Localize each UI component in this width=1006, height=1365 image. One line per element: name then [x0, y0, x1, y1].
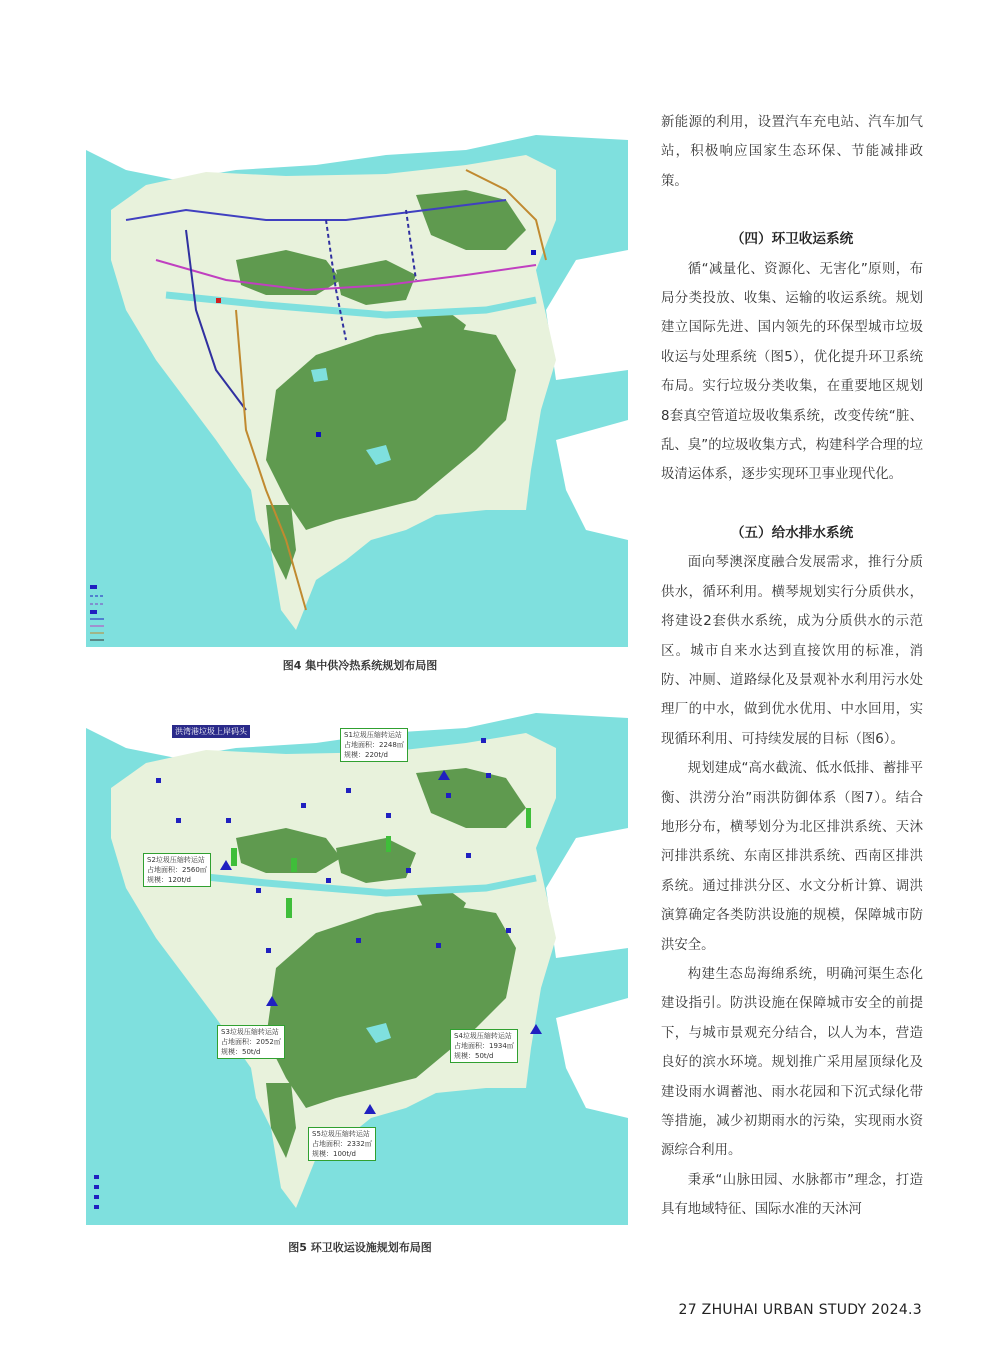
paragraph-river-concept: 秉承“山脉田园、水脉都市”理念，打造具有地域特征、国际水准的天沐河	[661, 1172, 923, 1218]
station-box-s4	[450, 1029, 518, 1063]
station-scale: 规模：120t/d	[147, 876, 191, 884]
paragraph-flood-control: 规划建成“高水截流、低水低排、蓄排平衡、洪涝分治”雨洪防御体系（图7）。结合地形分布，横琴划分为北区排洪系统、天沐河排洪系统、东南区排洪系统、西南区排洪系统。通过排洪分区、水文分析计算、调洪演算确定各类防洪设施的规模，保障城市防洪安全。	[661, 761, 923, 953]
station-scale: 规模：220t/d	[344, 751, 388, 759]
station-area: 占地面积：2332㎡	[312, 1140, 372, 1148]
section-heading-sanitation: （四）环卫收运系统	[730, 231, 854, 248]
station-box-s2	[143, 853, 211, 887]
station-scale: 规模：50t/d	[454, 1052, 494, 1060]
station-area: 占地面积：2052㎡	[221, 1038, 281, 1046]
station-box-s3	[217, 1025, 285, 1059]
figure4-caption: 图4 集中供冷热系统规划布局图	[282, 659, 438, 672]
station-scale: 规模：100t/d	[312, 1150, 356, 1158]
article-text-column	[661, 108, 923, 1225]
station-name: S2垃圾压缩转运站	[147, 856, 205, 864]
station-area: 占地面积：2560㎡	[147, 866, 207, 874]
figure4-map	[86, 110, 628, 647]
station-box-s5	[308, 1127, 376, 1161]
station-area: 占地面积：2248㎡	[344, 741, 404, 749]
paragraph-continued: 新能源的利用，设置汽车充电站、汽车加气站，积极响应国家生态环保、节能减排政策。	[661, 115, 923, 189]
figure5-caption: 图5 环卫收运设施规划布局图	[288, 1241, 432, 1254]
port-label: 洪湾港垃圾上岸码头	[172, 725, 250, 738]
section-heading-water: （五）给水排水系统	[730, 524, 854, 541]
paragraph-sponge-system: 构建生态岛海绵系统，明确河渠生态化建设指引。防洪设施在保障城市安全的前提下，与城市景观充分结合，以人为本，营造良好的滨水环境。规划推广采用屋顶绿化及建设雨水调蓄池、雨水花园和下沉式绿化带等措施，减少初期雨水的污染，实现雨水资源综合利用。	[661, 966, 923, 1159]
page-footer: 27 ZHUHAI URBAN STUDY 2024.3	[678, 1302, 922, 1318]
station-scale: 规模：50t/d	[221, 1048, 261, 1056]
station-area: 占地面积：1934㎡	[454, 1042, 514, 1050]
station-box-s1	[340, 728, 408, 762]
paragraph-sanitation: 循“减量化、资源化、无害化”原则，布局分类投放、收集、运输的收运系统。规划建立国际先进、国内领先的环保型城市垃圾收运与处理系统（图5），优化提升环卫系统布局。实行垃圾分类收集，在重要地区规划8套真空管道垃圾收集系统，改变传统“脏、乱、臭”的垃圾收集方式，构建科学合理的垃圾清运体系，逐步实现环卫事业现代化。	[661, 261, 923, 483]
station-name: S3垃圾压缩转运站	[221, 1028, 279, 1036]
station-name: S1垃圾压缩转运站	[344, 731, 402, 739]
station-name: S4垃圾压缩转运站	[454, 1032, 512, 1040]
paragraph-water-supply: 面向琴澳深度融合发展需求，推行分质供水，循环利用。横琴规划实行分质供水，将建设2套供水系统，成为分质供水的示范区。城市自来水达到直接饮用的标准，消防、冲厕、道路绿化及景观补水利用污水处理厂的中水，做到优水优用、中水回用，实现循环利用、可持续发展的目标（图6）。	[661, 555, 923, 747]
station-name: S5垃圾压缩转运站	[312, 1130, 370, 1138]
